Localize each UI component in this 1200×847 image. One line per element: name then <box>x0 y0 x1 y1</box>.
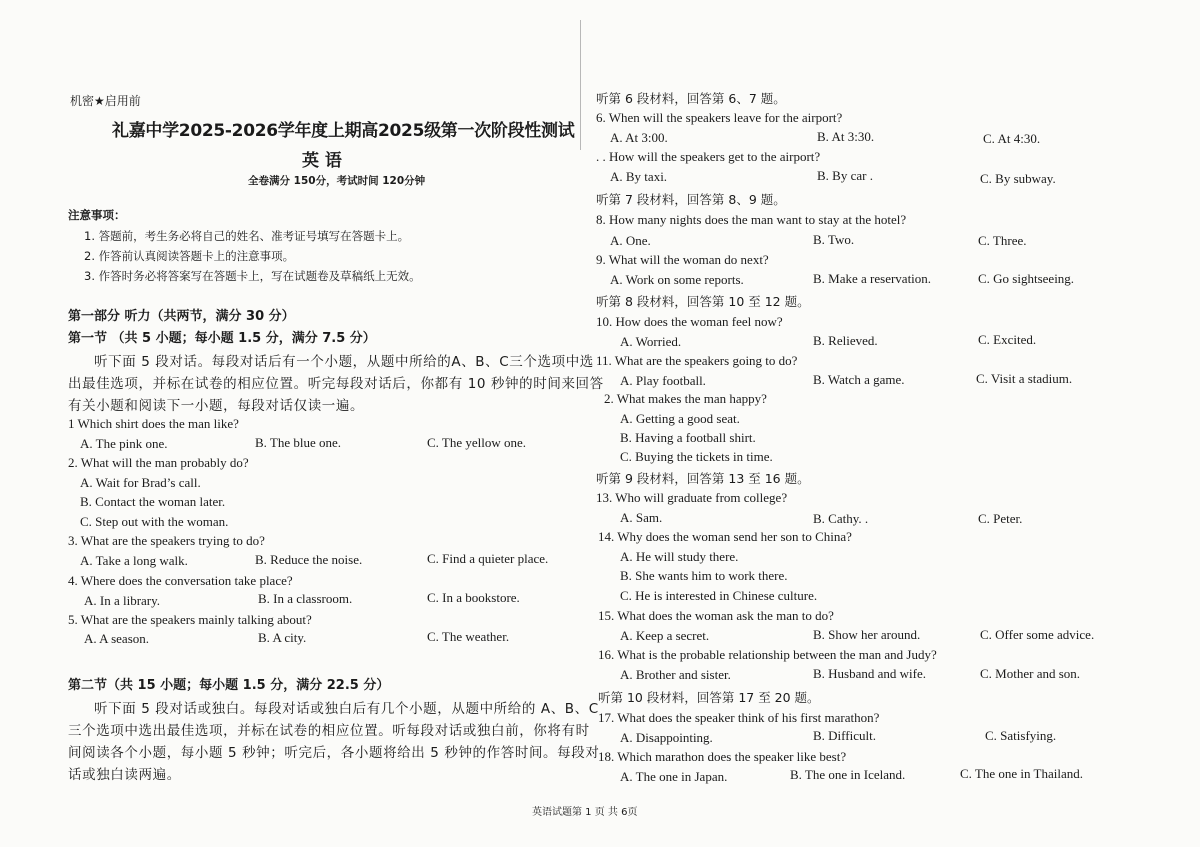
q9-option-b: B. Make a reservation. <box>813 271 932 286</box>
question-8-stem: 8. How many nights does the man want to stay at the hotel? <box>596 212 907 227</box>
exam-title: 礼嘉中学2025-2026学年度上期高2025级第一次阶段性测试 <box>112 121 575 141</box>
page-footer: 英语试题第 1 页 共 6页 <box>532 807 638 818</box>
q14-option-c: C. He is interested in Chinese culture. <box>620 588 818 603</box>
q7-option-a: A. By taxi. <box>610 169 668 184</box>
question-7-stem: . . How will the speakers get to the airport? <box>596 149 821 164</box>
q17-option-a: A. Disappointing. <box>620 730 713 745</box>
q3-option-b: B. Reduce the noise. <box>255 552 363 567</box>
question-2-stem: 2. What will the man probably do? <box>68 455 249 470</box>
section1-instruction-line: 出最佳选项，并标在试卷的相应位置。听完每段对话后，你都有 10 秒钟的时间来回答 <box>68 376 604 392</box>
section2-instruction-line: 听下面 5 段对话或独白。每段对话或独白后有几个小题，从题中所给的 A、B、C <box>94 701 599 717</box>
q12-option-a: A. Getting a good seat. <box>620 411 740 426</box>
q10-option-b: B. Relieved. <box>813 333 878 348</box>
q7-option-c: C. By subway. <box>980 171 1056 186</box>
question-10-stem: 10. How does the woman feel now? <box>596 314 783 329</box>
q1-option-c: C. The yellow one. <box>427 435 527 450</box>
q4-option-b: B. In a classroom. <box>258 591 353 606</box>
section1-title: 第一节 （共 5 小题；每小题 1.5 分，满分 7.5 分） <box>68 331 376 346</box>
q10-option-a: A. Worried. <box>620 334 682 349</box>
q11-option-c: C. Visit a stadium. <box>976 371 1073 386</box>
q13-option-a: A. Sam. <box>620 510 663 525</box>
q17-option-b: B. Difficult. <box>813 728 876 743</box>
q6-option-c: C. At 4:30. <box>983 131 1041 146</box>
question-18-stem: 18. Which marathon does the speaker like best? <box>598 749 847 764</box>
q5-option-b: B. A city. <box>258 630 307 645</box>
q10-option-c: C. Excited. <box>978 332 1037 347</box>
q6-option-a: A. At 3:00. <box>610 130 668 145</box>
note-item: 2. 作答前认真阅读答题卡上的注意事项。 <box>84 249 295 263</box>
q15-option-c: C. Offer some advice. <box>980 627 1095 642</box>
q9-option-a: A. Work on some reports. <box>610 272 744 287</box>
q8-option-c: C. Three. <box>978 233 1027 248</box>
q17-option-c: C. Satisfying. <box>985 728 1057 743</box>
q15-option-a: A. Keep a secret. <box>620 628 710 643</box>
question-16-stem: 16. What is the probable relationship between the man and Judy? <box>598 647 937 662</box>
q7-option-b: B. By car . <box>817 168 873 183</box>
q2-option-b: B. Contact the woman later. <box>80 494 226 509</box>
q8-option-a: A. One. <box>610 233 651 248</box>
q14-option-b: B. She wants him to work there. <box>620 568 788 583</box>
q11-option-a: A. Play football. <box>620 373 706 388</box>
q16-option-a: A. Brother and sister. <box>620 667 731 682</box>
q12-option-c: C. Buying the tickets in time. <box>620 449 773 464</box>
q13-option-c: C. Peter. <box>978 511 1023 526</box>
q13-option-b: B. Cathy. . <box>813 511 869 526</box>
q12-option-b: B. Having a football shirt. <box>620 430 756 445</box>
section2-title: 第二节（共 15 小题；每小题 1.5 分，满分 22.5 分） <box>68 678 390 693</box>
question-4-stem: 4. Where does the conversation take place? <box>68 573 293 588</box>
q9-option-c: C. Go sightseeing. <box>978 271 1075 286</box>
question-3-stem: 3. What are the speakers trying to do? <box>68 533 265 548</box>
q16-option-b: B. Husband and wife. <box>813 666 927 681</box>
material-10-heading: 听第 10 段材料，回答第 17 至 20 题。 <box>598 690 820 705</box>
question-12-stem: 2. What makes the man happy? <box>604 391 767 406</box>
question-9-stem: 9. What will the woman do next? <box>596 252 769 267</box>
q18-option-b: B. The one in Iceland. <box>790 767 906 782</box>
q11-option-b: B. Watch a game. <box>813 372 905 387</box>
q18-option-a: A. The one in Japan. <box>620 769 728 784</box>
page-fold-line <box>580 20 581 150</box>
section2-instruction-line: 三个选项中选出最佳选项，并标在试卷的相应位置。听每段对话或独白前，你将有时 <box>68 723 590 739</box>
q16-option-c: C. Mother and son. <box>980 666 1081 681</box>
question-14-stem: 14. Why does the woman send her son to China? <box>598 529 852 544</box>
q8-option-b: B. Two. <box>813 232 855 247</box>
notes-heading: 注意事项： <box>68 208 126 222</box>
q3-option-a: A. Take a long walk. <box>80 553 188 568</box>
question-17-stem: 17. What does the speaker think of his first marathon? <box>598 710 880 725</box>
score-time: 全卷满分 150分，考试时间 120分钟 <box>248 175 426 187</box>
subject-title: 英 语 <box>302 151 342 171</box>
section1-instruction-line: 有关小题和阅读下一小题，每段对话仅读一遍。 <box>68 398 365 414</box>
note-item: 3. 作答时务必将答案写在答题卡上，写在试题卷及草稿纸上无效。 <box>84 269 421 283</box>
material-9-heading: 听第 9 段材料，回答第 13 至 16 题。 <box>596 471 810 486</box>
material-7-heading: 听第 7 段材料，回答第 8、9 题。 <box>596 192 786 207</box>
question-1-stem: 1 Which shirt does the man like? <box>68 416 239 431</box>
section2-instruction-line: 间阅读各个小题，每小题 5 秒钟；听完后，各小题将给出 5 秒钟的作答时间。每段对 <box>68 745 600 761</box>
section2-instruction-line: 话或独白读两遍。 <box>68 767 181 783</box>
q5-option-a: A. A season. <box>84 631 149 646</box>
q4-option-a: A. In a library. <box>84 593 161 608</box>
material-6-heading: 听第 6 段材料，回答第 6、7 题。 <box>596 91 786 106</box>
confidential-label: 机密★启用前 <box>70 94 141 108</box>
question-15-stem: 15. What does the woman ask the man to do? <box>598 608 834 623</box>
q3-option-c: C. Find a quieter place. <box>427 551 549 566</box>
q1-option-b: B. The blue one. <box>255 435 342 450</box>
q5-option-c: C. The weather. <box>427 629 510 644</box>
question-11-stem: 11. What are the speakers going to do? <box>596 353 798 368</box>
part1-title: 第一部分 听力（共两节，满分 30 分） <box>68 309 295 324</box>
q2-option-a: A. Wait for Brad’s call. <box>80 475 201 490</box>
q2-option-c: C. Step out with the woman. <box>80 514 229 529</box>
q4-option-c: C. In a bookstore. <box>427 590 520 605</box>
q18-option-c: C. The one in Thailand. <box>960 766 1083 781</box>
section1-instruction-line: 听下面 5 段对话。每段对话后有一个小题，从题中所给的A、B、C三个选项中选 <box>94 354 594 370</box>
material-8-heading: 听第 8 段材料，回答第 10 至 12 题。 <box>596 294 810 309</box>
question-13-stem: 13. Who will graduate from college? <box>596 490 788 505</box>
q14-option-a: A. He will study there. <box>620 549 739 564</box>
q6-option-b: B. At 3:30. <box>817 129 875 144</box>
question-6-stem: 6. When will the speakers leave for the airport? <box>596 110 843 125</box>
q15-option-b: B. Show her around. <box>813 627 921 642</box>
note-item: 1. 答题前，考生务必将自己的姓名、准考证号填写在答题卡上。 <box>84 229 410 243</box>
question-5-stem: 5. What are the speakers mainly talking about? <box>68 612 312 627</box>
q1-option-a: A. The pink one. <box>80 436 168 451</box>
